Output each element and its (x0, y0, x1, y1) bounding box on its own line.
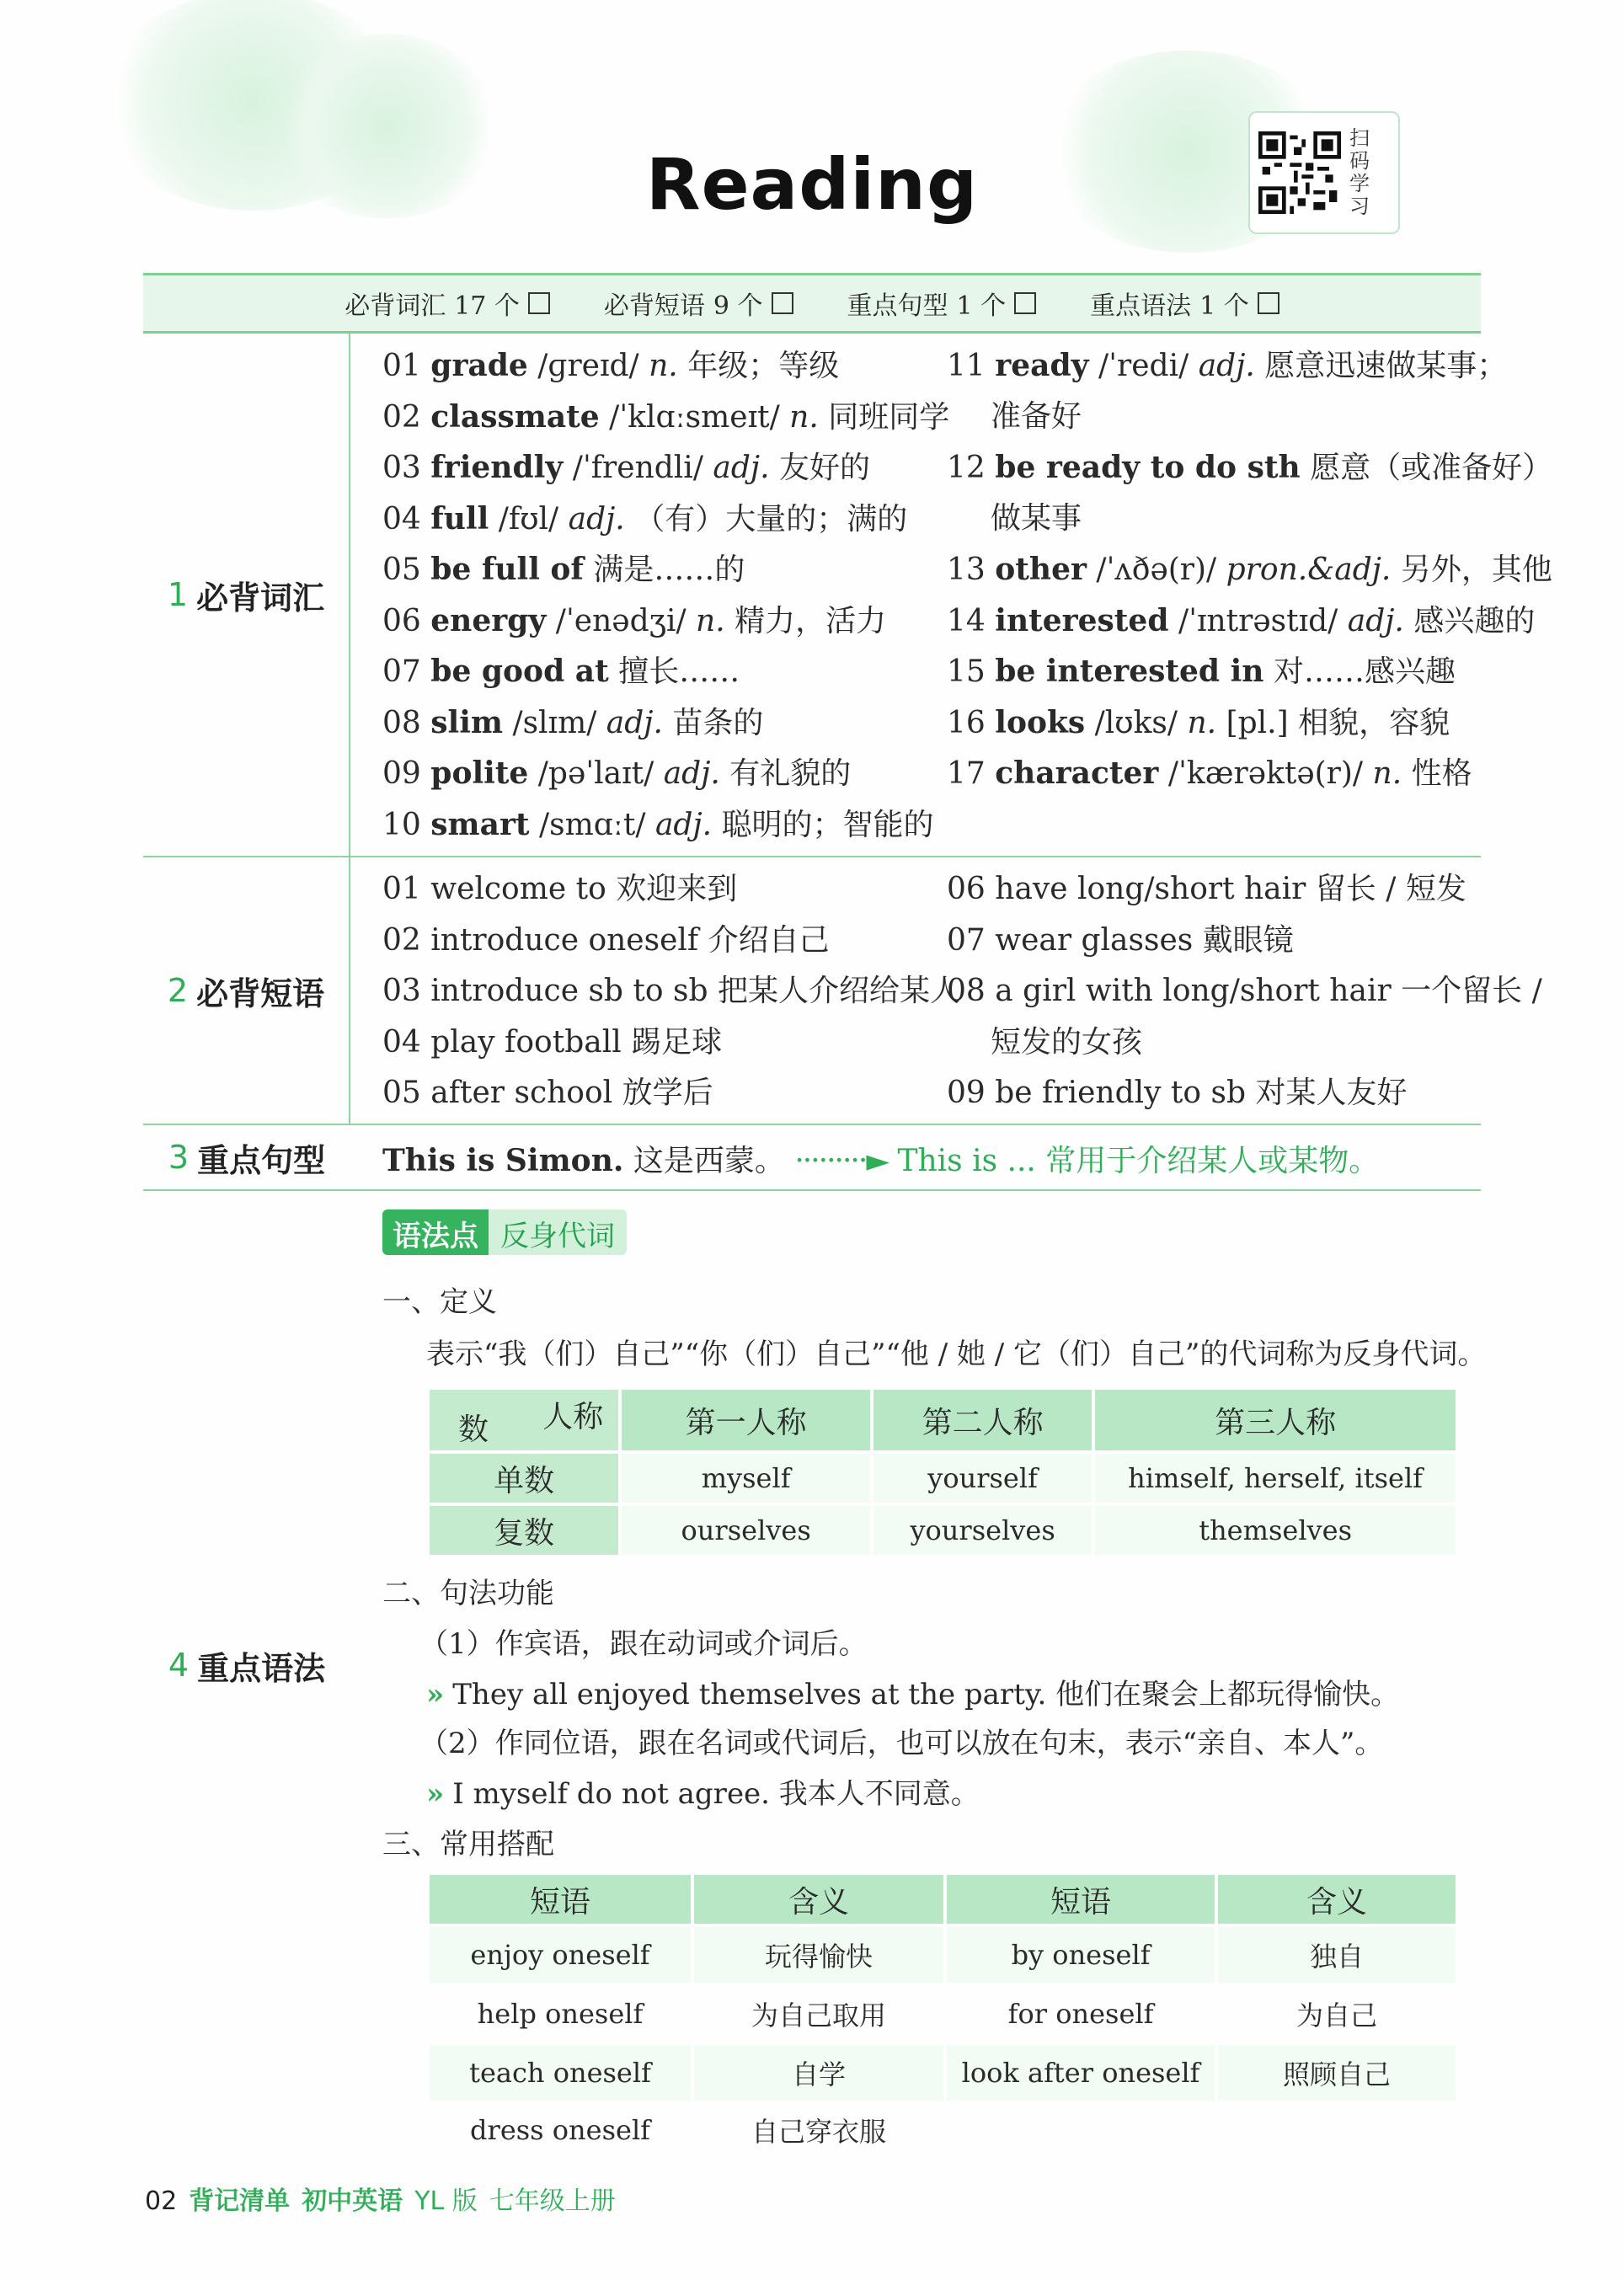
vocab-entry: 09 polite /pəˈlaɪt/ adj. 有礼貌的 (382, 756, 852, 791)
vocab-entry: 07 be good at 擅长…… (382, 654, 740, 689)
checkbox[interactable] (1258, 292, 1279, 314)
column-header: 含义 (1218, 1875, 1456, 1924)
double-chevron-icon: » (426, 1678, 445, 1711)
table-cell: 为自己 (1296, 2000, 1378, 2032)
collocation-table (426, 1872, 1459, 2160)
section-title: 重点句型 (197, 1135, 325, 1181)
footer-grade: 七年级上册 (489, 2187, 616, 2216)
pattern-english: This is Simon. (382, 1143, 624, 1178)
vocab-entry: 16 looks /lʊks/ n. [pl.] 相貌，容貌 (947, 704, 1450, 740)
phrase-entry-continued: 短发的女孩 (991, 1024, 1143, 1060)
pattern-chinese: 这是西蒙。 (633, 1144, 785, 1178)
section-number: 4 (168, 1647, 190, 1684)
table-row (430, 1986, 1456, 2042)
corner-bottom: 数 (458, 1412, 489, 1447)
example-sentence (426, 1770, 980, 1812)
section-title: 重点语法 (197, 1642, 325, 1689)
pattern-sentence (382, 1137, 1379, 1180)
pronoun-table (426, 1386, 1459, 1558)
table-cell: 自己穿衣服 (751, 2116, 887, 2148)
phrase-entry: 03 introduce sb to sb 把某人介绍给某人 (382, 974, 960, 1008)
checkbox[interactable] (1014, 292, 1036, 314)
section-label (143, 1191, 350, 2139)
vocab-entry: 13 other /ˈʌðə(r)/ pron.&adj. 另外，其他 (947, 552, 1552, 587)
table-cell: 自学 (694, 2045, 943, 2101)
footer-subject: 初中英语 (302, 2187, 403, 2216)
dotted-arrow-icon: ·········► (794, 1144, 889, 1178)
count-label: 必背词汇 (345, 291, 446, 321)
column-header: 第二人称 (873, 1390, 1092, 1450)
vocab-entry-continued: 做某事 (991, 500, 1082, 536)
phrase-entry: 01 welcome to 欢迎来到 (382, 872, 738, 906)
qr-code-panel[interactable] (1248, 111, 1400, 234)
column-header: 短语 (947, 1875, 1215, 1924)
row-header: 复数 (430, 1506, 618, 1555)
table-cell: himself, herself, itself (1095, 1454, 1456, 1503)
count-label: 重点句型 (847, 291, 948, 321)
table-cell: for oneself (1007, 1998, 1154, 2030)
phrase-entry: 04 play football 踢足球 (382, 1024, 723, 1060)
vocab-entry: 14 interested /ˈɪntrəstɪd/ adj. 感兴趣的 (947, 602, 1536, 638)
page-title: Reading (645, 143, 979, 226)
heading-syntax: 二、句法功能 (382, 1577, 554, 1610)
section-label (143, 857, 350, 1124)
count-phrases (604, 285, 793, 322)
count-value: 17 个 (454, 291, 520, 321)
vocab-entry: 02 classmate /ˈklɑːsmeɪt/ n. 同班同学 (382, 398, 950, 435)
example-text: I myself do not agree. 我本人不同意。 (452, 1777, 980, 1811)
vocab-entry: 10 smart /smɑːt/ adj. 聪明的；智能的 (382, 806, 934, 842)
qr-code-icon[interactable] (1258, 131, 1341, 214)
table-cell: yourself (873, 1454, 1092, 1503)
qr-label: 扫码学习 (1349, 126, 1370, 218)
vocab-entry: 15 be interested in 对……感兴趣 (947, 654, 1456, 689)
function-object: （1）作宾语，跟在动词或介词后。 (419, 1627, 868, 1661)
count-grammar (1090, 285, 1279, 322)
function-appositive: （2）作同位语，跟在名词或代词后，也可以放在句末，表示“亲自、本人”。 (419, 1727, 1384, 1760)
column-header: 短语 (430, 1875, 691, 1924)
table-row (430, 1506, 1456, 1555)
count-label: 重点语法 (1090, 291, 1192, 321)
vocab-entry-continued: 准备好 (991, 398, 1082, 434)
table-cell: 独自 (1218, 1927, 1456, 1983)
checkbox[interactable] (772, 292, 793, 314)
counts-bar (143, 273, 1481, 334)
vocab-entry: 11 ready /ˈredi/ adj. 愿意迅速做某事； (947, 348, 1508, 383)
section-number: 2 (167, 972, 189, 1009)
table-cell: myself (622, 1454, 870, 1503)
corner-top: 人称 (542, 1400, 604, 1434)
double-chevron-icon: » (426, 1777, 445, 1811)
table-row (430, 2045, 1456, 2101)
phrase-entry: 02 introduce oneself 介绍自己 (382, 922, 830, 958)
vocab-entry: 04 full /fʊl/ adj. （有）大量的；满的 (382, 500, 908, 537)
footer-edition: YL 版 (414, 2187, 478, 2216)
table-row (430, 1927, 1456, 1983)
vocab-entry: 17 character /ˈkærəktə(r)/ n. 性格 (947, 756, 1472, 791)
table-cell (1218, 2104, 1456, 2156)
footer-brand: 背记清单 (189, 2187, 291, 2216)
phrase-entry: 07 wear glasses 戴眼镜 (947, 922, 1294, 958)
count-vocab (345, 285, 550, 322)
pattern-note: This is ... 常用于介绍某人或某物。 (897, 1144, 1380, 1178)
count-value: 1 个 (956, 291, 1007, 321)
table-cell (947, 2104, 1215, 2156)
vocab-entry: 05 be full of 满是……的 (382, 552, 745, 587)
table-cell: themselves (1095, 1506, 1456, 1555)
page-footer (145, 2180, 616, 2217)
table-cell: look after oneself (947, 2045, 1215, 2101)
heading-definition: 一、定义 (382, 1285, 497, 1319)
phrase-entry: 06 have long/short hair 留长 / 短发 (947, 872, 1466, 906)
example-sentence (426, 1671, 1399, 1712)
count-value: 1 个 (1199, 291, 1249, 321)
grammar-point-tag (382, 1209, 627, 1255)
table-cell: teach oneself (430, 2045, 691, 2101)
section-title: 必背短语 (196, 968, 324, 1014)
table-cell: dress oneself (470, 2114, 651, 2146)
column-header: 第三人称 (1095, 1390, 1456, 1450)
section-number: 1 (167, 576, 189, 613)
vocab-right-column (947, 340, 1552, 799)
phrase-entry: 08 a girl with long/short hair 一个留长 / (947, 974, 1542, 1008)
phrase-entry: 05 after school 放学后 (382, 1076, 713, 1110)
grammar-tag-label: 语法点 (382, 1209, 489, 1255)
vocab-entry: 03 friendly /ˈfrendli/ adj. 友好的 (382, 450, 870, 485)
definition-text: 表示“我（们）自己”“你（们）自己”“他 / 她 / 它（们）自己”的代词称为反身代词。 (426, 1338, 1487, 1371)
vocab-entry: 12 be ready to do sth 愿意（或准备好） (947, 450, 1553, 485)
column-header: 含义 (694, 1875, 943, 1924)
row-header: 单数 (430, 1454, 618, 1503)
phrase-entry: 09 be friendly to sb 对某人友好 (947, 1076, 1408, 1110)
phrases-left-column (382, 864, 960, 1119)
table-cell: 玩得愉快 (694, 1927, 943, 1983)
table-cell: help oneself (477, 1998, 644, 2030)
heading-collocations: 三、常用搭配 (382, 1828, 554, 1861)
table-cell: by oneself (947, 1927, 1215, 1983)
vocab-entry: 08 slim /slɪm/ adj. 苗条的 (382, 704, 764, 740)
grammar-tag-topic: 反身代词 (489, 1209, 627, 1255)
table-row (430, 1454, 1456, 1503)
table-cell: ourselves (622, 1506, 870, 1555)
table-row (430, 2104, 1456, 2156)
table-cell: 为自己取用 (751, 2000, 887, 2032)
phrases-right-column (947, 864, 1542, 1119)
section-title: 必背词汇 (196, 572, 324, 618)
section-label (143, 334, 350, 856)
checkbox[interactable] (528, 292, 550, 314)
section-label (143, 1125, 350, 1189)
vocab-entry: 06 energy /ˈenədʒi/ n. 精力，活力 (382, 602, 887, 638)
column-header: 第一人称 (622, 1390, 870, 1450)
count-label: 必背短语 (603, 291, 705, 321)
table-cell: 照顾自己 (1218, 2045, 1456, 2101)
example-text: They all enjoyed themselves at the party. 他们在聚会上都玩得愉快。 (452, 1678, 1400, 1711)
vocab-entry: 01 grade /ɡreɪd/ n. 年级；等级 (382, 348, 840, 383)
table-cell: yourselves (873, 1506, 1092, 1555)
table-corner (430, 1390, 618, 1450)
vocab-left-column (382, 340, 949, 850)
count-patterns (847, 285, 1037, 322)
table-cell: enjoy oneself (430, 1927, 691, 1983)
section-number: 3 (168, 1139, 190, 1176)
page-number: 02 (145, 2187, 178, 2216)
count-value: 9 个 (713, 291, 763, 321)
